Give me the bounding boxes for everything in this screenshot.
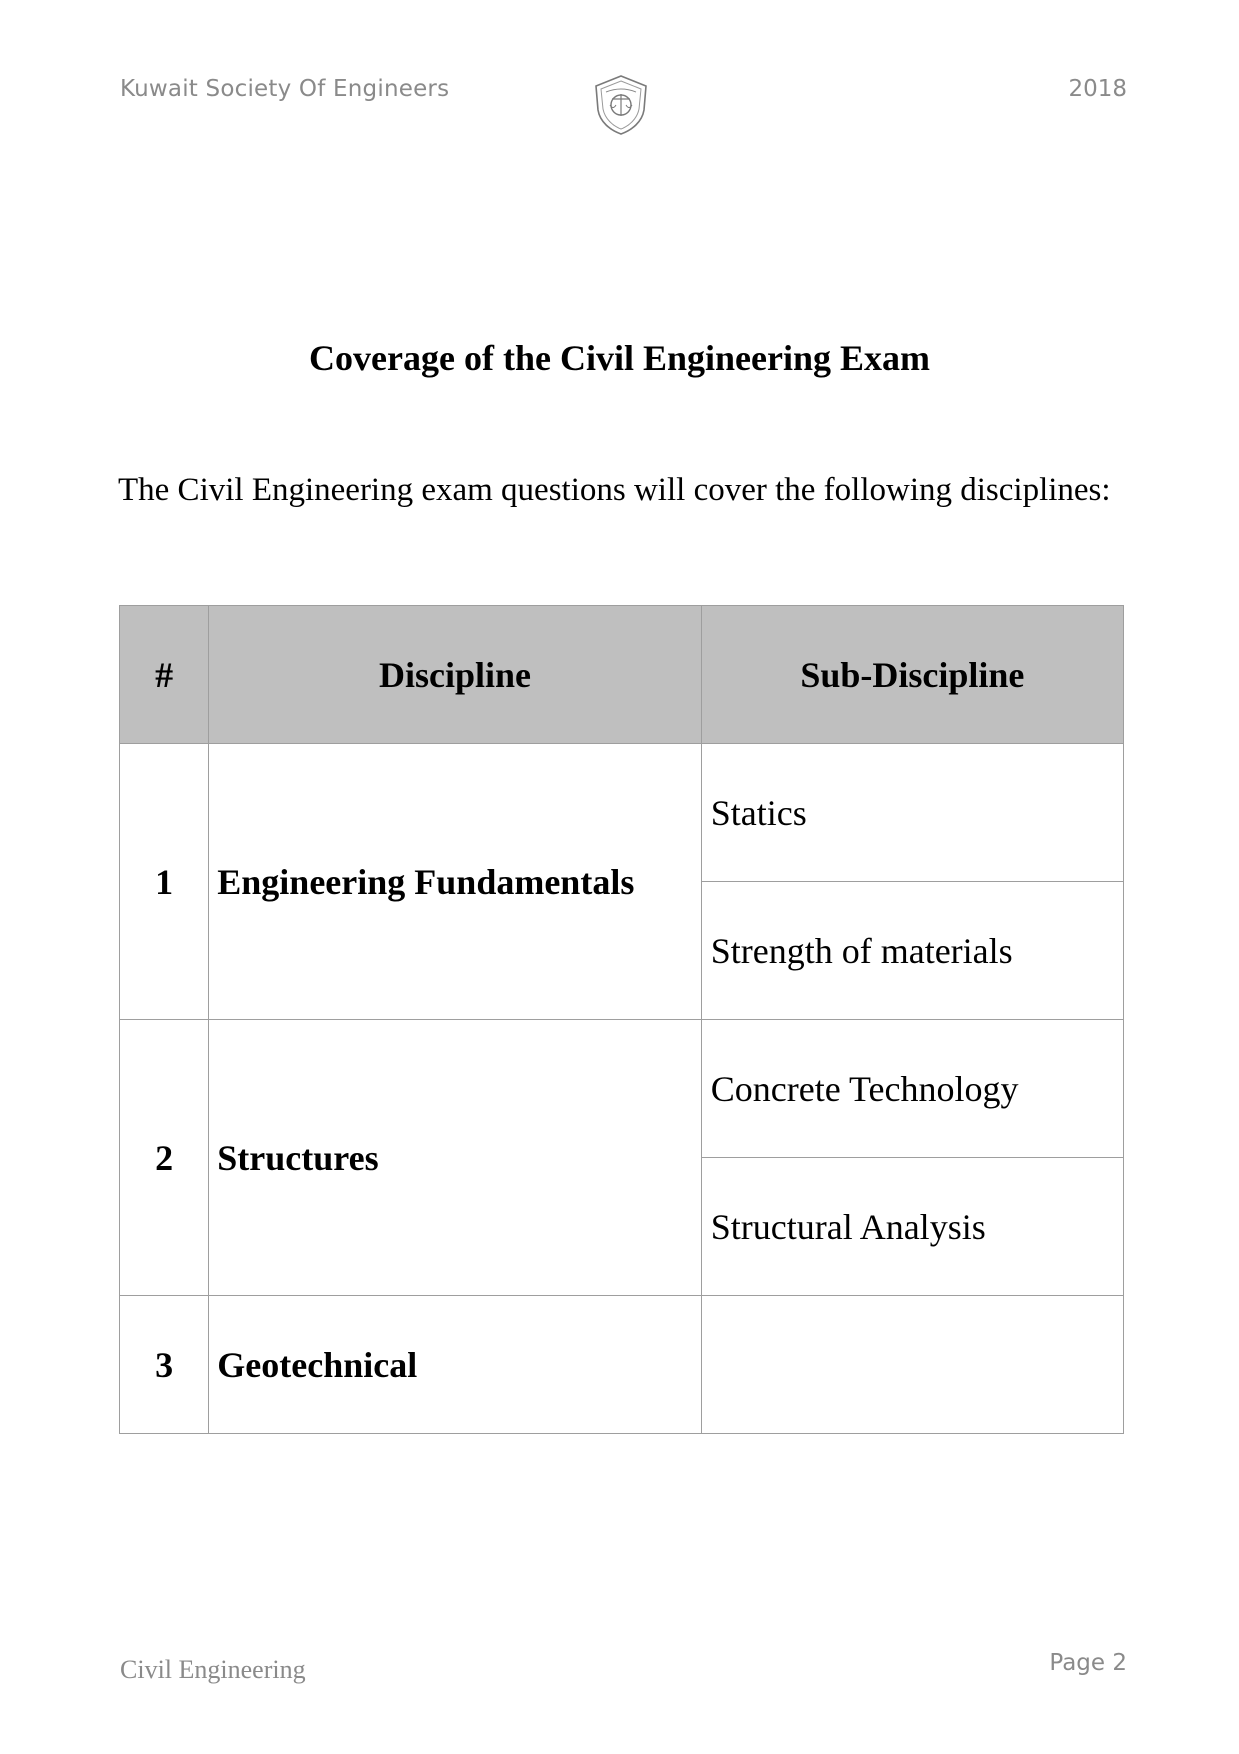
header-number: # [120, 606, 209, 744]
table-row [120, 1296, 1124, 1434]
discipline-name: Geotechnical [209, 1296, 701, 1434]
page-title: Coverage of the Civil Engineering Exam [309, 338, 930, 378]
discipline-name: Engineering Fundamentals [209, 744, 701, 1020]
table-row [120, 744, 1124, 882]
table-row [120, 1020, 1124, 1158]
table-header-row [120, 606, 1124, 744]
sub-discipline: Structural Analysis [701, 1158, 1123, 1296]
footer-page-number: Page 2 [1049, 1650, 1127, 1676]
sub-discipline: Statics [701, 744, 1123, 882]
society-seal-icon [588, 72, 654, 138]
header-discipline: Discipline [209, 606, 701, 744]
row-number: 1 [120, 744, 209, 1020]
footer-section: Civil Engineering [120, 1655, 306, 1684]
row-number: 3 [120, 1296, 209, 1434]
sub-discipline: Concrete Technology [701, 1020, 1123, 1158]
header-organization: Kuwait Society Of Engineers [120, 76, 450, 102]
header-sub-discipline: Sub-Discipline [701, 606, 1123, 744]
sub-discipline [701, 1296, 1123, 1434]
sub-discipline: Strength of materials [701, 882, 1123, 1020]
disciplines-table [119, 605, 1124, 1434]
row-number: 2 [120, 1020, 209, 1296]
intro-text: The Civil Engineering exam questions will cover the following disciplines: [118, 472, 1111, 508]
discipline-name: Structures [209, 1020, 701, 1296]
header-year: 2018 [1068, 76, 1127, 102]
